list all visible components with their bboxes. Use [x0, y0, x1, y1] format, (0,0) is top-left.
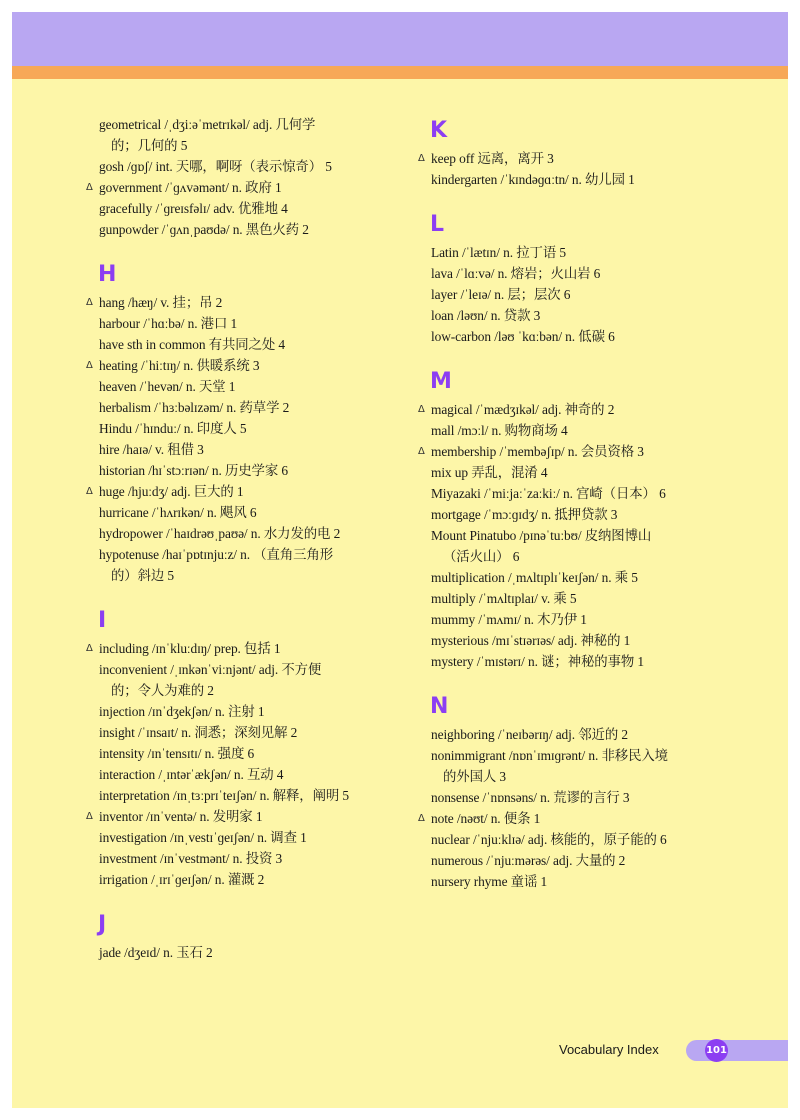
- vocab-entry: [418, 609, 718, 630]
- entry-text: layer /ˈleɪə/ n. 层；层次 6: [431, 287, 571, 302]
- entry-continuation: 的）斜边 5: [111, 568, 175, 583]
- vocab-entry: [86, 156, 386, 177]
- header-banner: [12, 12, 788, 66]
- entry-text: investment /ɪnˈvestmənt/ n. 投资 3: [99, 851, 283, 866]
- entry-continuation: 的外国人 3: [443, 769, 507, 784]
- entry-text: lava /ˈlɑːvə/ n. 熔岩；火山岩 6: [431, 266, 601, 281]
- vocab-entry: [418, 399, 718, 420]
- entry-text: nuclear /ˈnjuːklɪə/ adj. 核能的，原子能的 6: [431, 832, 667, 847]
- vocab-entry: [418, 462, 718, 483]
- vocab-entry: [86, 743, 386, 764]
- vocab-entry: [86, 292, 386, 313]
- entry-continuation: 的；令人为难的 2: [111, 683, 214, 698]
- vocab-entry: [418, 808, 718, 829]
- vocab-entry: [418, 850, 718, 871]
- entry-text: nonimmigrant /nɒnˈɪmɪɡrənt/ n. 非移民入境: [431, 748, 668, 763]
- delta-marker-icon: Δ: [418, 813, 425, 824]
- entry-text: huge /hjuːdʒ/ adj. 巨大的 1: [99, 484, 244, 499]
- vocab-entry: [418, 441, 718, 462]
- delta-marker-icon: Δ: [86, 360, 93, 371]
- vocab-entry: [418, 284, 718, 305]
- vocab-entry: [418, 567, 718, 588]
- entry-text: kindergarten /ˈkɪndəɡɑːtn/ n. 幼儿园 1: [431, 172, 635, 187]
- vocab-entry: [86, 701, 386, 722]
- letter-heading-n: N: [430, 694, 449, 719]
- vocab-entry: [86, 722, 386, 743]
- entry-text: geometrical /ˌdʒiːəˈmetrɪkəl/ adj. 几何学: [99, 117, 316, 132]
- vocab-entry: [86, 659, 386, 701]
- header-stripe: [12, 66, 788, 79]
- vocab-entry: [86, 481, 386, 502]
- left-column: [86, 114, 386, 963]
- entry-text: intensity /ɪnˈtensɪtɪ/ n. 强度 6: [99, 746, 255, 761]
- vocab-entry: [86, 785, 386, 806]
- vocab-entry: [418, 242, 718, 263]
- delta-marker-icon: Δ: [86, 182, 93, 193]
- entry-text: gunpowder /ˈɡʌnˌpaʊdə/ n. 黑色火药 2: [99, 222, 309, 237]
- vocab-entry: [418, 525, 718, 567]
- vocab-entry: [86, 418, 386, 439]
- entry-text: Miyazaki /ˈmiːjaːˈzaːkiː/ n. 宫崎（日本） 6: [431, 486, 666, 501]
- entry-text: interaction /ˌɪntərˈækʃən/ n. 互动 4: [99, 767, 284, 782]
- vocab-entry: [86, 827, 386, 848]
- vocab-entry: [418, 326, 718, 347]
- vocab-entry: [86, 439, 386, 460]
- letter-heading-i: I: [98, 608, 107, 633]
- vocab-entry: [418, 588, 718, 609]
- entry-text: jade /dʒeɪd/ n. 玉石 2: [99, 945, 213, 960]
- entry-text: membership /ˈmembəʃɪp/ n. 会员资格 3: [431, 444, 644, 459]
- entry-text: historian /hɪˈstɔːrɪən/ n. 历史学家 6: [99, 463, 288, 478]
- entry-text: mummy /ˈmʌmɪ/ n. 木乃伊 1: [431, 612, 587, 627]
- delta-marker-icon: Δ: [86, 486, 93, 497]
- entry-text: interpretation /ɪnˌtɜːprɪˈteɪʃən/ n. 解释，阐明 5: [99, 788, 350, 803]
- vocab-entry: [86, 764, 386, 785]
- entry-text: irrigation /ˌɪrɪˈɡeɪʃən/ n. 灌溉 2: [99, 872, 265, 887]
- entry-text: mix up 弄乱，混淆 4: [431, 465, 548, 480]
- vocab-entry: [86, 198, 386, 219]
- vocab-entry: [86, 806, 386, 827]
- entry-text: gracefully /ˈɡreɪsfəlɪ/ adv. 优雅地 4: [99, 201, 288, 216]
- entry-text: insight /ˈɪnsaɪt/ n. 洞悉；深刻见解 2: [99, 725, 298, 740]
- letter-heading-h: H: [98, 262, 117, 287]
- entry-text: hurricane /ˈhʌrɪkən/ n. 飓风 6: [99, 505, 257, 520]
- entry-text: investigation /ɪnˌvestɪˈɡeɪʃən/ n. 调查 1: [99, 830, 307, 845]
- entry-text: Latin /ˈlætɪn/ n. 拉丁语 5: [431, 245, 566, 260]
- entry-text: hydropower /ˈhaɪdrəʊˌpaʊə/ n. 水力发的电 2: [99, 526, 341, 541]
- delta-marker-icon: Δ: [418, 446, 425, 457]
- entry-text: injection /ɪnˈdʒekʃən/ n. 注射 1: [99, 704, 265, 719]
- right-column: [418, 114, 718, 892]
- vocab-entry: [418, 745, 718, 787]
- letter-heading-m: M: [430, 369, 452, 394]
- entry-text: herbalism /ˈhɜːbəlɪzəm/ n. 药草学 2: [99, 400, 290, 415]
- entry-text: hypotenuse /haɪˈpɒtɪnjuːz/ n. （直角三角形: [99, 547, 333, 562]
- entry-continuation: 的；几何的 5: [111, 138, 188, 153]
- vocab-entry: [418, 148, 718, 169]
- vocab-entry: [86, 544, 386, 586]
- vocab-entry: [86, 177, 386, 198]
- vocab-entry: [418, 630, 718, 651]
- page-number-tab: [686, 1040, 788, 1061]
- vocab-entry: [86, 502, 386, 523]
- entry-text: government /ˈɡʌvəmənt/ n. 政府 1: [99, 180, 282, 195]
- entry-text: magical /ˈmædʒɪkəl/ adj. 神奇的 2: [431, 402, 615, 417]
- entry-text: neighboring /ˈneɪbərɪŋ/ adj. 邻近的 2: [431, 727, 628, 742]
- entry-text: hire /haɪə/ v. 租借 3: [99, 442, 204, 457]
- vocab-entry: [418, 420, 718, 441]
- entry-text: Mount Pinatubo /pɪnəˈtuːbʊ/ 皮纳图博山: [431, 528, 652, 543]
- vocab-entry: [418, 651, 718, 672]
- entry-text: nonsense /ˈnɒnsəns/ n. 荒谬的言行 3: [431, 790, 630, 805]
- entry-text: inventor /ɪnˈventə/ n. 发明家 1: [99, 809, 263, 824]
- delta-marker-icon: Δ: [86, 643, 93, 654]
- vocab-entry: [418, 483, 718, 504]
- vocab-entry: [418, 787, 718, 808]
- entry-text: heaven /ˈhevən/ n. 天堂 1: [99, 379, 236, 394]
- letter-heading-j: J: [98, 912, 107, 937]
- entry-text: have sth in common 有共同之处 4: [99, 337, 285, 352]
- entry-text: loan /ləʊn/ n. 贷款 3: [431, 308, 541, 323]
- vocab-entry: [418, 724, 718, 745]
- letter-heading-l: L: [430, 212, 445, 237]
- entry-text: mall /mɔːl/ n. 购物商场 4: [431, 423, 568, 438]
- entry-text: note /nəʊt/ n. 便条 1: [431, 811, 541, 826]
- delta-marker-icon: Δ: [86, 811, 93, 822]
- vocab-entry: [418, 263, 718, 284]
- letter-heading-k: K: [430, 118, 448, 143]
- entry-text: Hindu /ˈhɪnduː/ n. 印度人 5: [99, 421, 247, 436]
- vocab-entry: [86, 460, 386, 481]
- entry-text: gosh /ɡɒʃ/ int. 天哪，啊呀（表示惊奇） 5: [99, 159, 332, 174]
- vocab-entry: [86, 219, 386, 240]
- entry-text: multiplication /ˌmʌltɪplɪˈkeɪʃən/ n. 乘 5: [431, 570, 638, 585]
- entry-text: including /ɪnˈkluːdɪŋ/ prep. 包括 1: [99, 641, 281, 656]
- vocab-entry: [418, 169, 718, 190]
- entry-text: hang /hæŋ/ v. 挂；吊 2: [99, 295, 223, 310]
- delta-marker-icon: Δ: [418, 404, 425, 415]
- page-number: 101: [705, 1039, 728, 1062]
- vocab-entry: [418, 305, 718, 326]
- delta-marker-icon: Δ: [86, 297, 93, 308]
- delta-marker-icon: Δ: [418, 153, 425, 164]
- entry-text: low-carbon /ləʊ ˈkɑːbən/ n. 低碳 6: [431, 329, 615, 344]
- vocab-entry: [86, 848, 386, 869]
- entry-text: numerous /ˈnjuːmərəs/ adj. 大量的 2: [431, 853, 626, 868]
- vocab-entry: [86, 638, 386, 659]
- vocab-entry: [86, 397, 386, 418]
- entry-text: mystery /ˈmɪstərɪ/ n. 谜；神秘的事物 1: [431, 654, 644, 669]
- entry-text: heating /ˈhiːtɪŋ/ n. 供暖系统 3: [99, 358, 260, 373]
- vocab-entry: [418, 871, 718, 892]
- entry-text: keep off 远离，离开 3: [431, 151, 554, 166]
- vocab-entry: [86, 334, 386, 355]
- entry-text: harbour /ˈhɑːbə/ n. 港口 1: [99, 316, 238, 331]
- vocab-entry: [86, 313, 386, 334]
- vocab-entry: [86, 114, 386, 156]
- entry-text: mysterious /mɪˈstɪərɪəs/ adj. 神秘的 1: [431, 633, 631, 648]
- vocab-entry: [86, 376, 386, 397]
- entry-text: inconvenient /ˌɪnkənˈviːnjənt/ adj. 不方便: [99, 662, 322, 677]
- vocab-entry: [418, 504, 718, 525]
- entry-text: nursery rhyme 童谣 1: [431, 874, 548, 889]
- vocab-entry: [86, 942, 386, 963]
- vocab-entry: [86, 355, 386, 376]
- entry-text: mortgage /ˈmɔːɡɪdʒ/ n. 抵押贷款 3: [431, 507, 618, 522]
- entry-text: multiply /ˈmʌltɪplaɪ/ v. 乘 5: [431, 591, 577, 606]
- vocab-entry: [86, 523, 386, 544]
- entry-continuation: （活火山） 6: [443, 549, 520, 564]
- vocab-entry: [86, 869, 386, 890]
- vocab-entry: [418, 829, 718, 850]
- footer-label: Vocabulary Index: [559, 1042, 659, 1057]
